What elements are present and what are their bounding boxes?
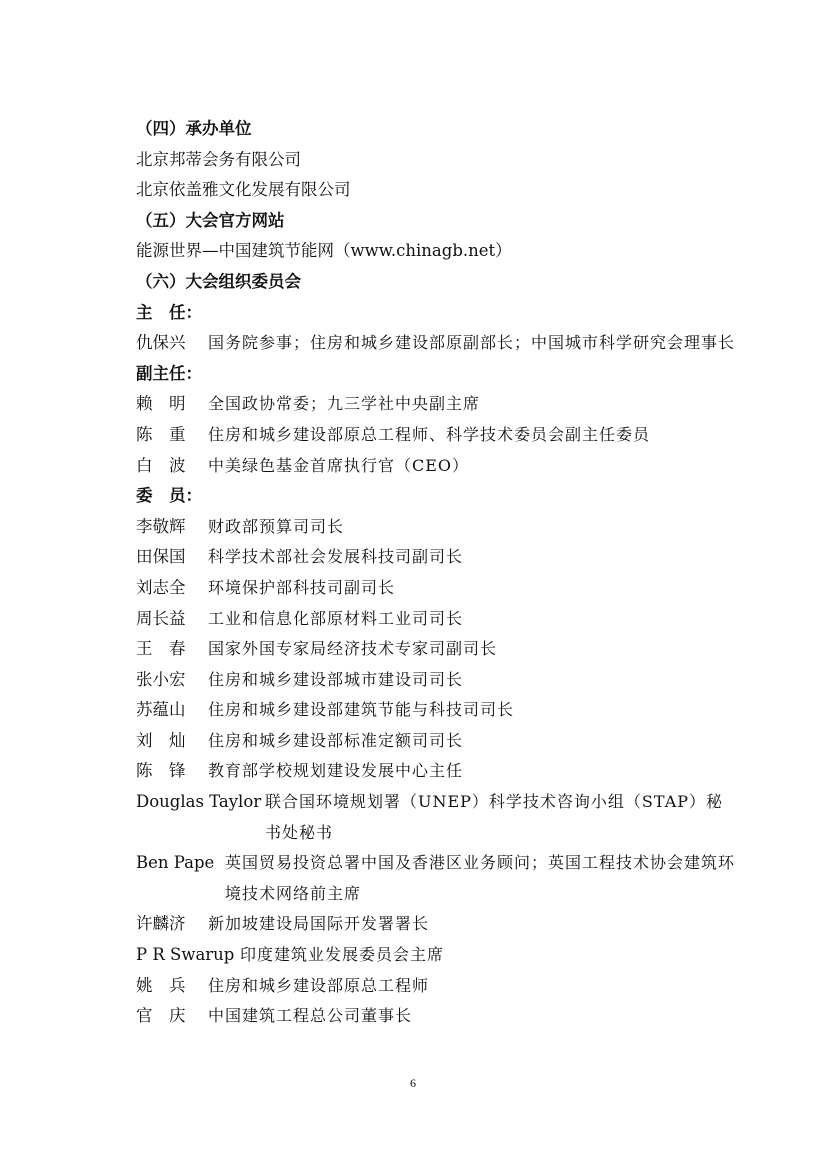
person-title: 住房和城乡建设部建筑节能与科技司司长	[208, 700, 515, 720]
person-name: 田保国	[136, 547, 186, 567]
committee-entry	[136, 604, 736, 635]
person-name: 官 庆	[136, 1006, 186, 1026]
person-title: 财政部预算司司长	[208, 516, 345, 536]
person-name: 仇保兴	[136, 333, 186, 353]
person-name: 姚 兵	[136, 975, 186, 995]
host-organization: 北京依盖雅文化发展有限公司	[136, 180, 351, 200]
page-content	[136, 114, 736, 1032]
committee-entry	[136, 573, 736, 604]
committee-entry	[136, 909, 736, 940]
committee-entry	[136, 695, 736, 726]
website-text: 能源世界—中国建筑节能网（www.chinagb.net）	[136, 241, 512, 261]
committee-entry	[136, 971, 736, 1002]
committee-entry	[136, 940, 736, 971]
committee-entry	[136, 726, 736, 757]
committee-entry	[136, 542, 736, 573]
person-name: Ben Pape	[136, 853, 215, 873]
person-name: 许麟济	[136, 914, 186, 934]
person-title: 环境保护部科技司副司长	[208, 577, 396, 597]
committee-entry	[136, 634, 736, 665]
person-title: 中美绿色基金首席执行官（CEO）	[208, 455, 470, 475]
committee-section-heading: （六）大会组织委员会	[136, 271, 301, 291]
person-name: 陈 锋	[136, 761, 186, 781]
person-title: 中国建筑工程总公司董事长	[208, 1006, 413, 1026]
person-title: 新加坡建设局国际开发署署长	[208, 914, 430, 934]
person-name: 张小宏	[136, 669, 186, 689]
person-name: 周长益	[136, 608, 186, 628]
person-name: 白 波	[136, 455, 186, 475]
person-title: 住房和城乡建设部城市建设司司长	[208, 669, 464, 689]
person-title: 科学技术部社会发展科技司副司长	[208, 547, 464, 567]
committee-entry	[136, 451, 736, 482]
person-title: 住房和城乡建设部原总工程师、科学技术委员会副主任委员	[208, 424, 651, 444]
person-title: 印度建筑业发展委员会主席	[240, 945, 445, 965]
committee-entry	[136, 1001, 736, 1032]
person-title: 全国政协常委；九三学社中央副主席	[208, 394, 481, 414]
deputy-label: 副主任：	[136, 363, 202, 383]
committee-entry	[136, 787, 736, 848]
person-title: 联合国环境规划署（UNEP）科学技术咨询小组（STAP）秘书处秘书	[265, 792, 724, 842]
person-title: 教育部学校规划建设发展中心主任	[208, 761, 464, 781]
person-title: 工业和信息化部原材料工业司司长	[208, 608, 464, 628]
person-title: 英国贸易投资总署中国及香港区业务顾问；英国工程技术协会建筑环境技术网络前主席	[225, 853, 736, 903]
person-title: 国务院参事；住房和城乡建设部原副部长；中国城市科学研究会理事长	[208, 333, 736, 353]
person-name: Douglas Taylor	[136, 792, 262, 812]
person-name: 赖 明	[136, 394, 186, 414]
committee-entry	[136, 512, 736, 543]
committee-entry	[136, 420, 736, 451]
page-number: 6	[410, 1076, 416, 1090]
host-organization: 北京邦蒂会务有限公司	[136, 149, 301, 169]
person-name: 陈 重	[136, 424, 186, 444]
person-name: 刘志全	[136, 577, 186, 597]
host-section-heading: （四）承办单位	[136, 119, 252, 138]
person-title: 住房和城乡建设部原总工程师	[208, 975, 430, 995]
committee-entry	[136, 389, 736, 420]
person-title: 住房和城乡建设部标准定额司司长	[208, 730, 464, 750]
person-title: 国家外国专家局经济技术专家司副司长	[208, 639, 498, 659]
website-section-heading: （五）大会官方网站	[136, 210, 285, 230]
committee-entry	[136, 848, 736, 909]
person-name: 李敬辉	[136, 516, 186, 536]
person-name: 苏蕴山	[136, 700, 186, 720]
person-name: 刘 灿	[136, 730, 186, 750]
person-name: P R Swarup	[136, 945, 235, 965]
director-label: 主 任：	[136, 302, 202, 322]
person-name: 王 春	[136, 639, 186, 659]
committee-entry	[136, 328, 736, 359]
committee-entry	[136, 756, 736, 787]
committee-entry	[136, 665, 736, 696]
members-label: 委 员：	[136, 486, 202, 506]
